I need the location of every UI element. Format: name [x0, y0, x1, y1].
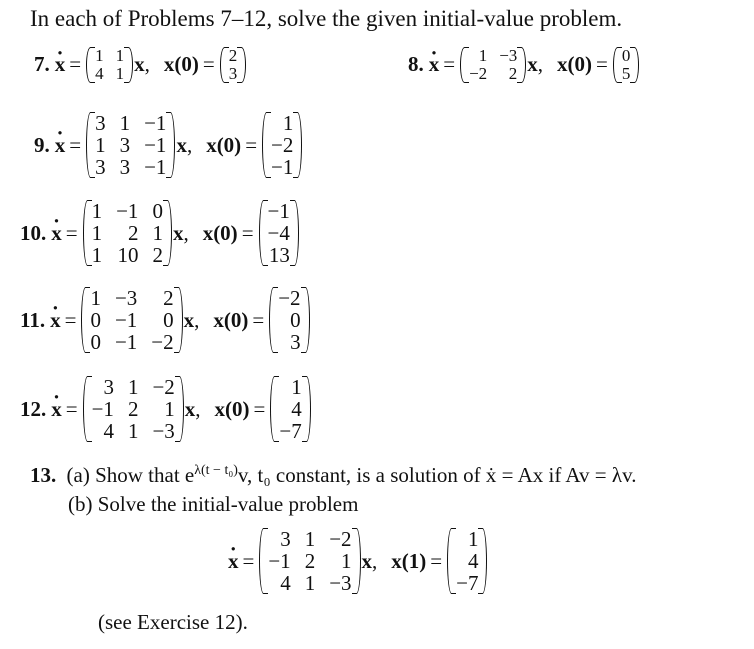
equals-sign: =	[65, 220, 78, 245]
equals-sign: =	[443, 52, 456, 77]
comma: ,	[372, 548, 378, 573]
matrix-entry: 1	[164, 397, 175, 422]
matrix-entry: −1	[116, 199, 139, 223]
matrix-entry: 1	[478, 46, 488, 65]
coefficient-matrix	[460, 47, 526, 83]
problem-13-equation	[228, 528, 488, 594]
coefficient-matrix-grid	[95, 112, 166, 178]
comma: ,	[194, 307, 200, 332]
matrix-entry: 0	[90, 330, 101, 355]
equals-sign: =	[253, 396, 266, 421]
matrix-entry: −3	[114, 286, 138, 310]
matrix-entry: 2	[228, 46, 238, 65]
coefficient-matrix	[86, 47, 133, 83]
equals-sign: =	[242, 548, 255, 573]
comma: ,	[144, 52, 150, 77]
initial-vector-grid	[278, 287, 300, 353]
part-a-exponent: λ(t − t₀)	[194, 463, 238, 478]
comma: ,	[183, 220, 189, 245]
matrix-entry: 1	[467, 527, 479, 551]
equals-sign: =	[64, 307, 77, 332]
equals-sign: =	[596, 52, 608, 77]
matrix-entry: −1	[268, 549, 291, 574]
matrix-entry: 1	[95, 46, 104, 65]
initial-vector	[447, 528, 487, 594]
matrix-entry: 5	[621, 63, 631, 83]
matrix-entry: −3	[499, 46, 518, 65]
coefficient-matrix	[83, 200, 172, 266]
matrix-entry: 4	[467, 549, 479, 574]
comma: ,	[195, 396, 201, 421]
equals-sign: =	[241, 220, 254, 245]
matrix-entry: −4	[267, 221, 290, 246]
coefficient-matrix	[83, 376, 184, 442]
initial-condition-label: x(0)	[557, 52, 593, 77]
initial-condition-label: x(0)	[214, 396, 250, 421]
problem-10	[20, 200, 300, 266]
problem-number: 9.	[34, 132, 50, 157]
matrix-entry: 10	[117, 243, 139, 268]
problem-number: 10.	[20, 220, 47, 245]
matrix-entry: 1	[91, 243, 103, 268]
x-vector-symbol: x	[361, 548, 373, 573]
matrix-entry: 1	[304, 527, 316, 551]
x-vector-symbol: x	[176, 132, 187, 157]
x-dot-symbol: · x	[55, 133, 66, 158]
part-a-label: (a)	[66, 463, 90, 487]
matrix-entry: 2	[508, 63, 518, 83]
x-dot-symbol: · x	[51, 221, 62, 246]
matrix-entry: −2	[271, 133, 294, 158]
matrix-entry: −7	[279, 419, 302, 444]
matrix-entry: 1	[91, 199, 103, 223]
matrix-entry: −7	[456, 571, 479, 596]
matrix-entry: 1	[119, 111, 131, 135]
matrix-entry: −2	[152, 375, 175, 399]
matrix-entry: 1	[95, 133, 106, 158]
initial-vector	[269, 287, 309, 353]
coefficient-matrix	[259, 528, 360, 594]
initial-condition-label: x(0)	[206, 132, 242, 157]
equals-sign: =	[430, 548, 443, 573]
problem-number: 7.	[34, 52, 50, 77]
matrix-entry: 1	[115, 46, 125, 65]
initial-condition-label: x(1)	[391, 548, 427, 573]
matrix-entry: −3	[329, 571, 352, 596]
problem-13-note: (see Exercise 12).	[98, 610, 248, 634]
matrix-entry: 3	[95, 155, 106, 180]
matrix-entry: −1	[267, 199, 290, 223]
matrix-entry: −2	[469, 63, 488, 83]
problem-13-number: 13.	[30, 463, 57, 487]
matrix-entry: 1	[127, 375, 139, 399]
problem-number: 11.	[20, 307, 46, 332]
matrix-entry: 3	[119, 133, 131, 158]
part-b-label: (b)	[68, 492, 93, 516]
coefficient-matrix-grid	[92, 200, 163, 266]
x-dot-symbol: · x	[55, 52, 66, 77]
initial-vector-grid	[229, 47, 238, 83]
problem-13-a	[30, 463, 636, 488]
matrix-entry: −2	[151, 330, 174, 355]
matrix-entry: 2	[152, 243, 163, 268]
equals-sign: =	[65, 396, 78, 421]
x-dot-symbol: · x	[429, 52, 440, 77]
part-a-text-2: v, t₀ constant, is a solution of ẋ = Ax if Av = λv.	[237, 463, 637, 487]
initial-condition-label: x(0)	[163, 52, 199, 77]
problem-8	[408, 47, 640, 83]
coefficient-matrix-grid	[268, 528, 351, 594]
x-vector-symbol: x	[134, 52, 145, 77]
equals-sign: =	[252, 307, 265, 332]
intro-text: In each of Problems 7–12, solve the given initial-value problem.	[30, 6, 623, 31]
matrix-entry: −1	[144, 155, 167, 180]
initial-vector-grid	[268, 200, 290, 266]
matrix-entry: 3	[119, 155, 131, 180]
initial-condition-label: x(0)	[213, 307, 249, 332]
matrix-entry: 3	[290, 330, 301, 355]
x-vector-symbol: x	[172, 220, 184, 245]
x-dot-symbol: · x	[228, 549, 239, 574]
matrix-entry: 2	[163, 286, 174, 310]
matrix-entry: 0	[90, 308, 101, 333]
coefficient-matrix-grid	[92, 376, 175, 442]
matrix-entry: −1	[91, 397, 114, 422]
matrix-entry: 1	[115, 63, 125, 83]
matrix-entry: 3	[103, 375, 114, 399]
coefficient-matrix-grid	[90, 287, 173, 353]
initial-vector	[259, 200, 299, 266]
matrix-entry: 1	[90, 286, 101, 310]
initial-vector-grid	[622, 47, 631, 83]
coefficient-matrix-grid	[469, 47, 517, 83]
initial-vector	[220, 47, 247, 83]
equals-sign: =	[69, 52, 82, 77]
initial-condition-label: x(0)	[202, 220, 238, 245]
comma: ,	[537, 52, 544, 77]
matrix-entry: 1	[304, 571, 316, 596]
x-dot-symbol: · x	[51, 397, 62, 422]
matrix-entry: −1	[114, 330, 138, 355]
comma: ,	[186, 132, 193, 157]
problem-11	[20, 287, 311, 353]
equals-sign: =	[69, 132, 82, 157]
matrix-entry: 1	[291, 375, 302, 399]
x-vector-symbol: x	[183, 307, 195, 332]
equals-sign: =	[245, 132, 258, 157]
matrix-entry: 1	[341, 549, 352, 574]
matrix-entry: −1	[144, 133, 167, 158]
matrix-entry: 2	[127, 221, 139, 246]
coefficient-matrix	[81, 287, 182, 353]
matrix-entry: 1	[282, 111, 294, 135]
part-a-text-1: Show that e	[95, 463, 195, 487]
problem-9	[34, 112, 303, 178]
matrix-entry: 4	[280, 571, 291, 596]
matrix-entry: 4	[95, 63, 104, 83]
initial-vector	[262, 112, 302, 178]
matrix-entry: −2	[329, 527, 352, 551]
problem-12	[20, 376, 312, 442]
x-dot-symbol: · x	[50, 308, 61, 333]
matrix-entry: 3	[280, 527, 291, 551]
matrix-entry: 4	[291, 397, 302, 422]
problem-number: 8.	[408, 52, 424, 77]
matrix-entry: 2	[304, 549, 316, 574]
initial-vector-grid	[456, 528, 478, 594]
matrix-entry: 0	[621, 46, 631, 65]
matrix-entry: −2	[278, 286, 301, 310]
matrix-entry: −1	[271, 155, 294, 180]
matrix-entry: 1	[152, 221, 163, 246]
matrix-entry: −1	[144, 111, 167, 135]
matrix-entry: 2	[127, 397, 139, 422]
problem-number: 12.	[20, 396, 47, 421]
matrix-entry: 4	[103, 419, 114, 444]
coefficient-matrix-grid	[95, 47, 124, 83]
matrix-entry: 0	[163, 308, 174, 333]
initial-vector	[270, 376, 310, 442]
matrix-entry: 0	[152, 199, 163, 223]
initial-vector-grid	[279, 376, 301, 442]
matrix-entry: 3	[95, 111, 106, 135]
problem-7	[34, 47, 247, 83]
equals-sign: =	[202, 52, 215, 77]
matrix-entry: 0	[290, 308, 301, 333]
x-vector-symbol: x	[527, 52, 538, 77]
x-vector-symbol: x	[184, 396, 196, 421]
matrix-entry: −3	[152, 419, 175, 444]
matrix-entry: 3	[228, 63, 238, 83]
part-b-text: Solve the initial-value problem	[97, 492, 359, 516]
initial-vector	[613, 47, 640, 83]
initial-vector-grid	[271, 112, 293, 178]
problem-13-b	[68, 492, 358, 517]
matrix-entry: 1	[91, 221, 103, 246]
matrix-entry: −1	[114, 308, 138, 333]
matrix-entry: 13	[268, 243, 290, 268]
coefficient-matrix	[86, 112, 175, 178]
matrix-entry: 1	[127, 419, 139, 444]
